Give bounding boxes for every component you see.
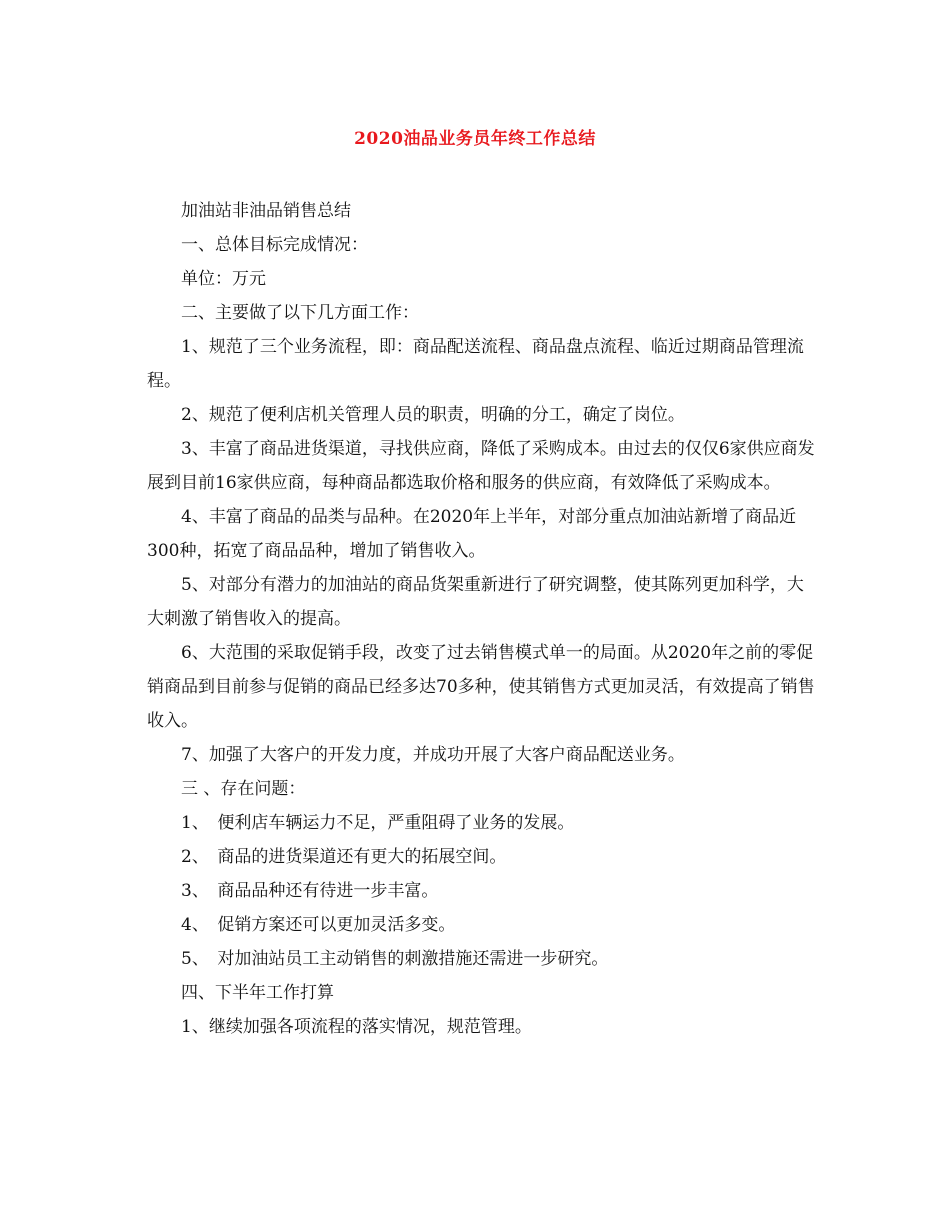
paragraph: 3、 商品品种还有待进一步丰富。 — [181, 881, 439, 901]
paragraph: 4、 促销方案还可以更加灵活多变。 — [181, 915, 456, 935]
paragraph: 5、对部分有潜力的加油站的商品货架重新进行了研究调整，使其陈列更加科学，大大刺激了销售收入的提高。 — [147, 575, 804, 629]
paragraph: 2、 商品的进货渠道还有更大的拓展空间。 — [181, 847, 507, 867]
paragraph: 1、规范了三个业务流程，即：商品配送流程、商品盘点流程、临近过期商品管理流程。 — [147, 337, 804, 391]
paragraph: 4、丰富了商品的品类与品种。在2020年上半年，对部分重点加油站新增了商品近300种，拓宽了商品品种，增加了销售收入。 — [147, 507, 797, 561]
paragraph: 5、 对加油站员工主动销售的刺激措施还需进一步研究。 — [181, 949, 609, 969]
paragraph: 3、丰富了商品进货渠道，寻找供应商，降低了采购成本。由过去的仅仅6家供应商发展到目前16家供应商，每种商品都选取价格和服务的供应商，有效降低了采购成本。 — [147, 439, 815, 493]
paragraph: 加油站非油品销售总结 — [181, 201, 351, 221]
paragraph: 一、总体目标完成情况： — [181, 235, 368, 255]
paragraph: 四、下半年工作打算 — [181, 983, 334, 1003]
document-title: 2020油品业务员年终工作总结 — [354, 129, 596, 149]
paragraph: 1、继续加强各项流程的落实情况，规范管理。 — [181, 1017, 532, 1037]
paragraph: 7、加强了大客户的开发力度，并成功开展了大客户商品配送业务。 — [181, 745, 685, 765]
document-body — [147, 194, 817, 1044]
paragraph: 2、规范了便利店机关管理人员的职责，明确的分工，确定了岗位。 — [181, 405, 685, 425]
paragraph: 二、主要做了以下几方面工作： — [181, 303, 419, 323]
paragraph: 单位：万元 — [181, 269, 266, 289]
paragraph: 三 、存在问题： — [181, 779, 306, 799]
paragraph: 6、大范围的采取促销手段，改变了过去销售模式单一的局面。从2020年之前的零促销商品到目前参与促销的商品已经多达70多种，使其销售方式更加灵活，有效提高了销售收入。 — [147, 643, 815, 731]
paragraph: 1、 便利店车辆运力不足，严重阻碍了业务的发展。 — [181, 813, 575, 833]
